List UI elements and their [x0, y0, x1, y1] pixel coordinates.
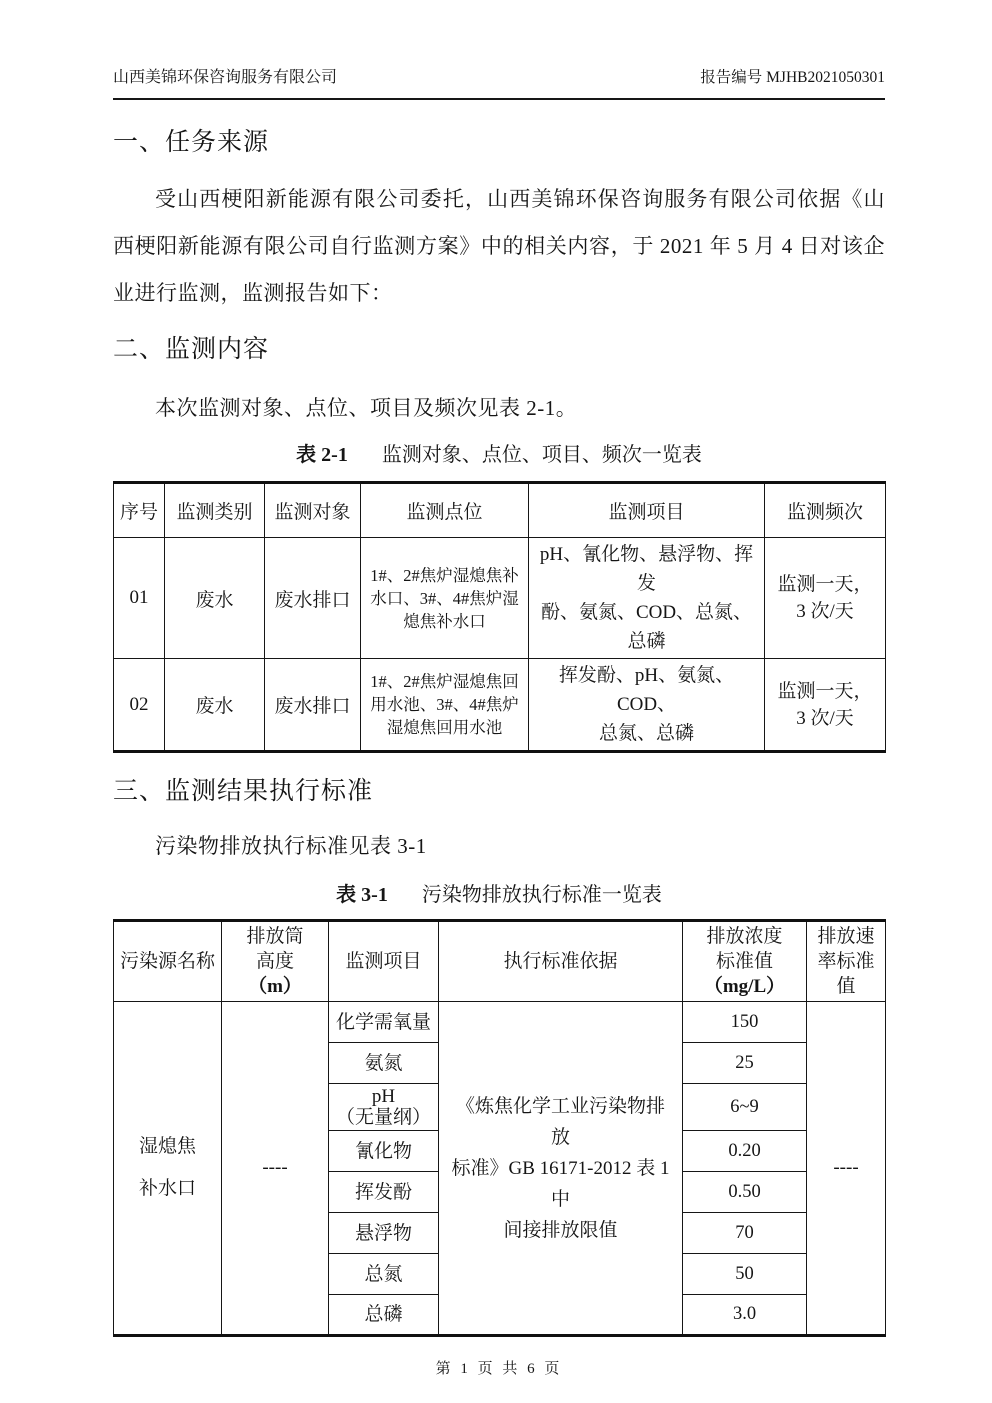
cell-frequency: 监测一天， 3 次/天 [765, 538, 886, 659]
col-header-rate: 排放速 率标准 值 [807, 921, 886, 1002]
cell-points: 1#、2#焦炉湿熄焦回 用水池、3#、4#焦炉 湿熄焦回用水池 [361, 659, 529, 752]
table-row [114, 659, 886, 752]
table-header-row [114, 921, 886, 1002]
table-row [114, 538, 886, 659]
cell-limit: 70 [683, 1213, 807, 1254]
col-header-type: 监测类别 [165, 483, 265, 538]
table3-caption [113, 878, 885, 907]
cell-limit: 25 [683, 1043, 807, 1084]
stack-height-label: 排放筒 高度 [246, 926, 304, 972]
cell-item: 悬浮物 [329, 1213, 439, 1254]
col-header-limit [683, 921, 807, 1002]
col-header-object: 监测对象 [265, 483, 361, 538]
col-header-items: 监测项目 [529, 483, 765, 538]
cell-type: 废水 [165, 538, 265, 659]
cell-type: 废水 [165, 659, 265, 752]
cell-object: 废水排口 [265, 659, 361, 752]
table2-caption [113, 438, 885, 467]
col-header-basis: 执行标准依据 [439, 921, 683, 1002]
cell-limit: 6~9 [683, 1084, 807, 1131]
cell-items: 挥发酚、pH、氨氮、COD、 总氮、总磷 [529, 659, 765, 752]
table-row [114, 1002, 886, 1043]
col-header-stack-height [222, 921, 329, 1002]
table3-caption-label: 表 3-1 [336, 884, 388, 906]
report-number: 报告编号 MJHB2021050301 [700, 69, 885, 86]
document-header [113, 64, 885, 100]
paragraph-task-source: 受山西梗阳新能源有限公司委托，山西美锦环保咨询服务有限公司依据《山西梗阳新能源有限公司自行监测方案》中的相关内容，于 2021 年 5 月 4 日对该企业进行监测，监测报告如下： [113, 187, 885, 305]
cell-item: 氨氮 [329, 1043, 439, 1084]
stack-height-unit: （m） [248, 976, 302, 997]
paragraph-monitoring-content: 本次监测对象、点位、项目及频次见表 2-1。 [155, 396, 578, 420]
limit-label: 排放浓度 标准值 [706, 926, 783, 972]
company-name: 山西美锦环保咨询服务有限公司 [113, 69, 338, 86]
cell-item: 总氮 [329, 1254, 439, 1295]
cell-points: 1#、2#焦炉湿熄焦补 水口、3#、4#焦炉湿 熄焦补水口 [361, 538, 529, 659]
standards-table [113, 919, 886, 1337]
cell-no: 01 [114, 538, 165, 659]
section-title-standards: 三、监测结果执行标准 [113, 778, 374, 805]
table-header-row [114, 483, 886, 538]
table2-caption-text: 监测对象、点位、项目、频次一览表 [381, 444, 702, 466]
cell-rate-value: ---- [807, 1002, 886, 1336]
col-header-item: 监测项目 [329, 921, 439, 1002]
cell-standard-basis: 《炼焦化学工业污染物排放 标准》GB 16171-2012 表 1 中 间接排放限值 [439, 1002, 683, 1336]
cell-limit: 3.0 [683, 1295, 807, 1336]
cell-item: 总磷 [329, 1295, 439, 1336]
page-number: 第 1 页 共 6 页 [435, 1361, 563, 1377]
col-header-frequency: 监测频次 [765, 483, 886, 538]
cell-no: 02 [114, 659, 165, 752]
cell-item: 氰化物 [329, 1131, 439, 1172]
col-header-no: 序号 [114, 483, 165, 538]
col-header-pollution-source: 污染源名称 [114, 921, 222, 1002]
col-header-points: 监测点位 [361, 483, 529, 538]
cell-frequency: 监测一天， 3 次/天 [765, 659, 886, 752]
cell-item: 挥发酚 [329, 1172, 439, 1213]
section-title-monitoring-content: 二、监测内容 [113, 336, 270, 363]
cell-limit: 0.50 [683, 1172, 807, 1213]
cell-item: 化学需氧量 [329, 1002, 439, 1043]
table2-caption-label: 表 2-1 [296, 444, 348, 466]
paragraph-standards: 污染物排放执行标准见表 3-1 [155, 834, 427, 858]
cell-item: pH （无量纲） [329, 1084, 439, 1131]
cell-items: pH、氰化物、悬浮物、挥发 酚、氨氮、COD、总氮、总磷 [529, 538, 765, 659]
cell-limit: 150 [683, 1002, 807, 1043]
limit-unit: （mg/L） [703, 976, 786, 997]
cell-stack-height: ---- [222, 1002, 329, 1336]
cell-limit: 0.20 [683, 1131, 807, 1172]
section-title-task-source: 一、任务来源 [113, 129, 270, 156]
monitoring-overview-table [113, 481, 886, 753]
cell-pollution-source: 湿熄焦 补水口 [114, 1002, 222, 1336]
cell-limit: 50 [683, 1254, 807, 1295]
table3-caption-text: 污染物排放执行标准一览表 [421, 884, 662, 906]
cell-object: 废水排口 [265, 538, 361, 659]
